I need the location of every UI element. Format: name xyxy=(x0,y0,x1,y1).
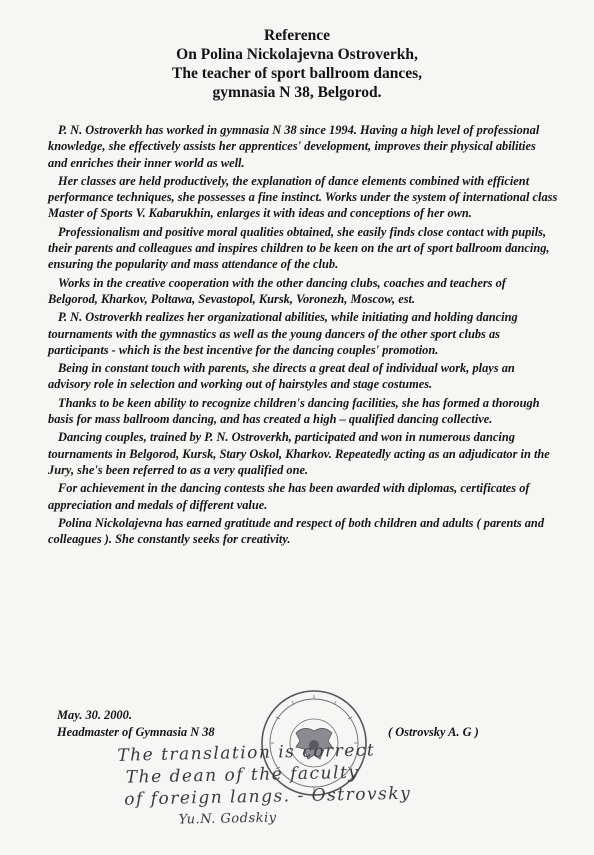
body-paragraph: Being in constant touch with parents, she directs a great deal of individual work, plays an advisory role in selection and working out of hairstyles and stage costumes. xyxy=(48,361,515,392)
title-line: gymnasia N 38, Belgorod. xyxy=(212,84,382,101)
handwritten-certification xyxy=(117,735,579,833)
body-paragraph: Works in the creative cooperation with the other dancing clubs, coaches and teachers of Belgorod, Kharkov, Poltawa, Sevastopol, Kursk, Voronezh, Moscow, est. xyxy=(48,275,506,306)
title-line: Reference xyxy=(264,27,330,44)
body-paragraph: Professionalism and positive moral qualities obtained, she easily finds close contact with pupils, their parents and colleagues and inspires children to be keen on the art of sport ballroom dancing, ensuring the popularity and mass attendance of the club. xyxy=(48,224,550,272)
body-paragraph: Polina Nickolajevna has earned gratitude and respect of both children and adults ( parents and colleagues ). She constantly seeks for creativity. xyxy=(48,515,545,547)
body-paragraph: Dancing couples, trained by P. N. Ostroverkh, participated and won in numerous dancing tournaments in Belgorod, Kursk, Stary Oskol, Kharkov. Repeatedly acting as an adjudicator in the Jury, she's been referred to as a very qualified one. xyxy=(48,430,550,477)
body-paragraph: P. N. Ostroverkh has worked in gymnasia N 38 since 1994. Having a high level of professional knowledge, she effectively assists her apprentices' development, improves their physical abilities and enriches their inner world as well. xyxy=(48,123,540,170)
body-paragraph: P. N. Ostroverkh realizes her organizational abilities, while initiating and holding dancing tournaments with the gymnastics as well as the young dancers of the other sport clubs as participants - which is the best incentive for the dancing couples' promotion. xyxy=(48,310,518,357)
document-date: May. 30. 2000. xyxy=(57,708,132,722)
handwritten-name: Yu.N. Godskiy xyxy=(178,810,277,828)
signatory-name: ( Ostrovsky A. G ) xyxy=(388,725,479,739)
headmaster-title: Headmaster of Gymnasia N 38 xyxy=(57,725,215,739)
body-paragraph: Her classes are held productively, the explanation of dance elements combined with efficient performance techniques, she possesses a fine instinct. Works under the system of international class Master of Sports V. Kabarukhin, enlarges it with ideas and conceptions of her own. xyxy=(48,173,558,221)
body-paragraph: For achievement in the dancing contests she has been awarded with diplomas, certificates of appreciation and medals of different value. xyxy=(48,481,530,512)
document-title xyxy=(0,26,594,102)
title-line: The teacher of sport ballroom dances, xyxy=(172,65,422,82)
body-paragraph: Thanks to be keen ability to recognize children's dancing facilities, she has formed a thorough basis for mass ballroom dancing, and has created a high – qualified dancing collective. xyxy=(48,395,540,427)
handwritten-line: of foreign langs. - Ostrovsky xyxy=(124,783,412,810)
handwritten-line: The translation is correct xyxy=(117,740,376,766)
document-body xyxy=(48,122,558,549)
title-line: On Polina Nickolajevna Ostroverkh, xyxy=(176,46,418,63)
handwritten-line: The dean of the faculty xyxy=(125,762,360,788)
